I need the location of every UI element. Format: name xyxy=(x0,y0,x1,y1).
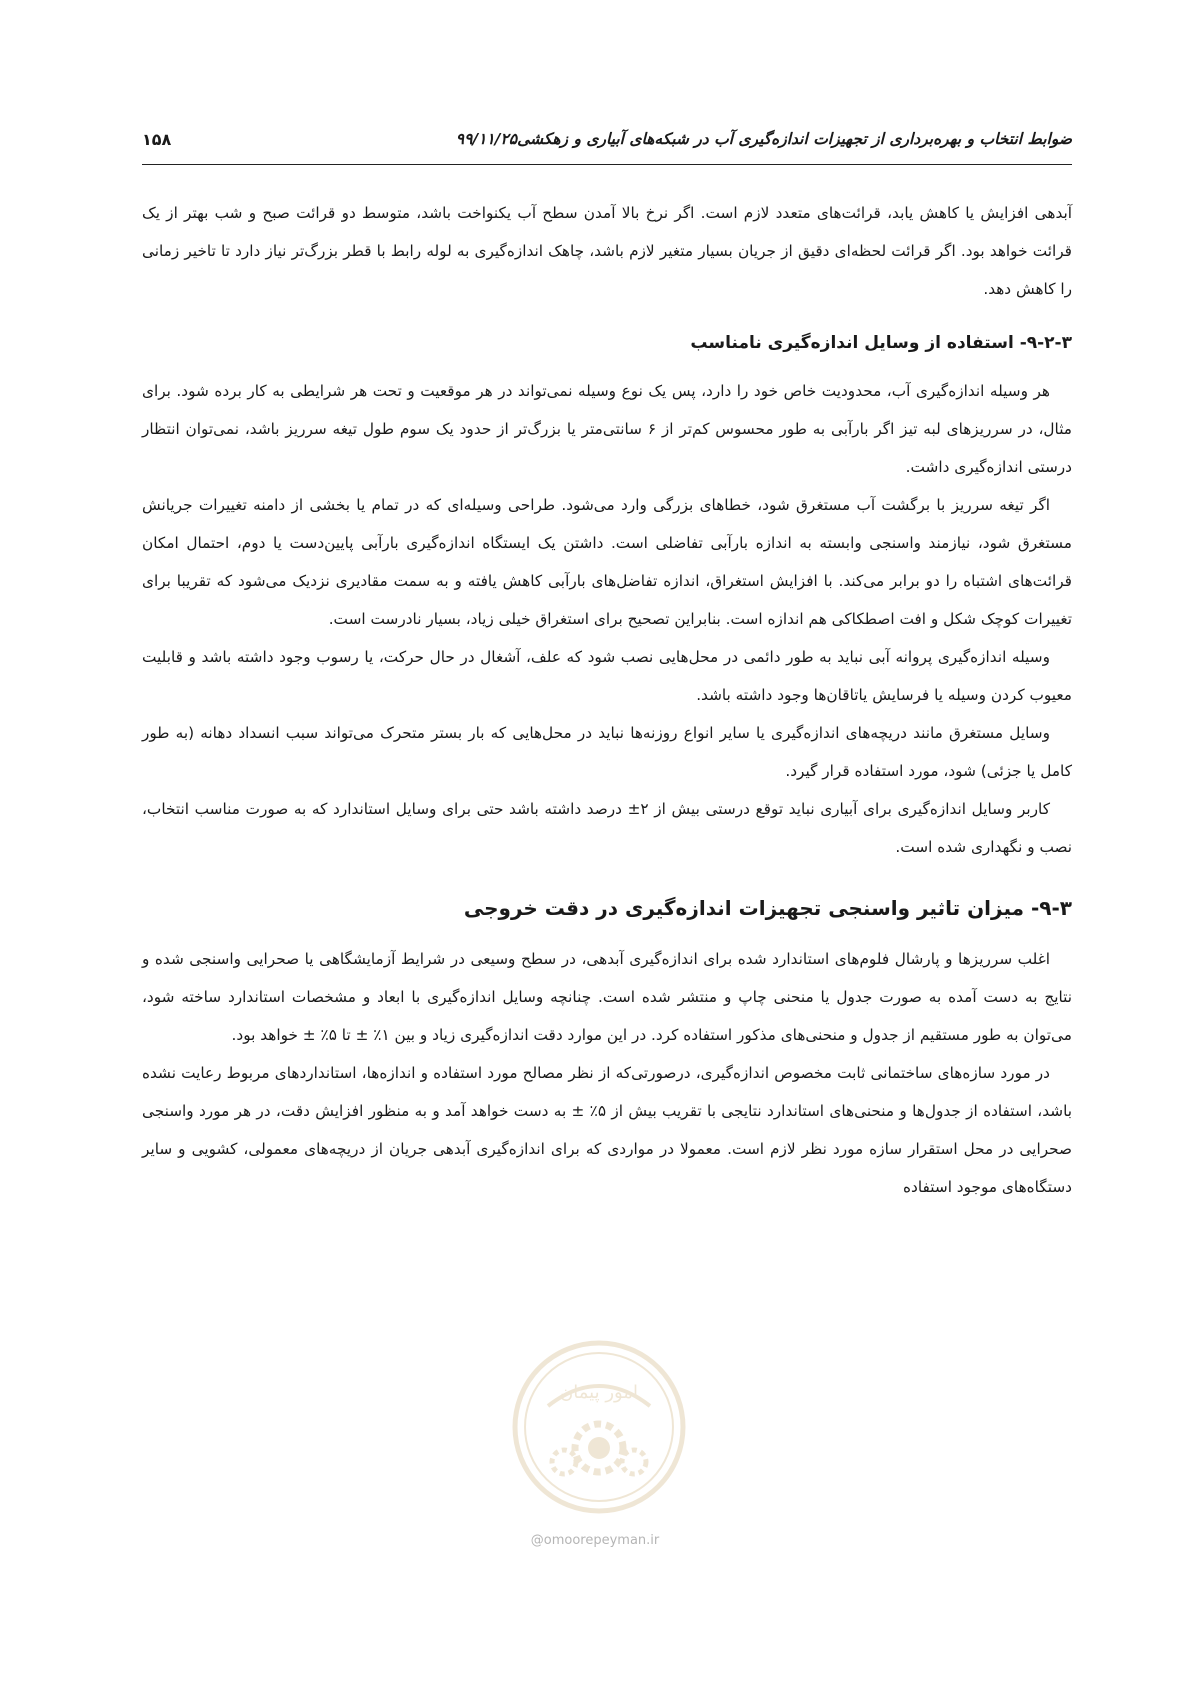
watermark-logo-text: امور پیمان xyxy=(560,1382,638,1403)
section-heading-9-2-3: ۹-۲-۳- استفاده از وسایل اندازه‌گیری نامناسب xyxy=(690,333,1072,353)
header-divider xyxy=(142,164,1072,165)
running-title xyxy=(442,130,1072,148)
document-date: ۹۹/۱۱/۲۵ xyxy=(455,130,518,148)
paragraph-continuation: آبدهی افزایش یا کاهش یابد، قرائت‌های متعدد لازم است. اگر نرخ بالا آمدن سطح آب یکنواخت باشد، متوسط دو قرائت صبح و شب بهتر از یک قرائت خواهد بود. اگر قرائت لحظه‌ای دقیق از جریان بسیار متغیر لازم باشد، چاهک اندازه‌گیری به لوله رابط با قطر بزرگ‌تر نیاز دارد تا تاخیر زمانی را کاهش دهد. xyxy=(142,204,1072,298)
document-title: ضوابط انتخاب و بهره‌برداری از تجهیزات اندازه‌گیری آب در شبکه‌های آبیاری و زهکشی xyxy=(517,130,1072,148)
watermark-url: @omoorepeyman.ir xyxy=(530,1533,660,1548)
page-number: ۱۵۸ xyxy=(142,130,172,149)
paragraph: وسایل مستغرق مانند دریچه‌های اندازه‌گیری یا سایر انواع روزنه‌ها نباید در محل‌هایی که بار بستر متحرک می‌تواند سبب انسداد دهانه (به طور کامل یا جزئی) شود، مورد استفاده قرار گیرد. xyxy=(142,724,1072,780)
paragraph: هر وسیله اندازه‌گیری آب، محدودیت خاص خود را دارد، پس یک نوع وسیله نمی‌تواند در هر موقعیت و تحت هر شرایطی به کار برده شود. برای مثال، در سرریزهای لبه تیز اگر بارآبی به طور محسوس کم‌تر از ۶ سانتی‌متر یا بزرگ‌تر از حدود یک سوم طول تیغه سرریز باشد، نمی‌توان انتظار درستی اندازه‌گیری داشت. xyxy=(142,382,1072,476)
paragraph: اگر تیغه سرریز با برگشت آب مستغرق شود، خطاهای بزرگی وارد می‌شود. طراحی وسیله‌ای که در تمام یا بخشی از دامنه تغییرات جریانش مستغرق شود، نیازمند واسنجی وابسته به اندازه بارآبی تفاضلی است. داشتن یک ایستگاه اندازه‌گیری بارآبی پایین‌دست یا دوم، احتمال امکان قرائت‌های اشتباه را دو برابر می‌کند. با افزایش استغراق، اندازه تفاضل‌های بارآبی کاهش یافته و به سمت مقادیری نزدیک می‌شود که تقریبا برای تغییرات کوچک شکل و افت اصطکاکی هم اندازه است. بنابراین تصحیح برای استغراق خیلی زیاد، بسیار نادرست است. xyxy=(142,496,1072,628)
section-heading-9-3: ۹-۳- میزان تاثیر واسنجی تجهیزات اندازه‌گیری در دقت خروجی xyxy=(463,896,1072,920)
page-header xyxy=(142,126,1072,170)
paragraph: وسیله اندازه‌گیری پروانه آبی نباید به طور دائمی در محل‌هایی نصب شود که علف، آشغال در حال حرکت، یا رسوب وجود داشته باشد و قابلیت معیوب کردن وسیله یا فرسایش یاتاقان‌ها وجود داشته باشد. xyxy=(142,648,1072,704)
paragraph: در مورد سازه‌های ساختمانی ثابت مخصوص اندازه‌گیری، درصورتی‌که از نظر مصالح مورد استفاده و اندازه‌ها، استانداردهای مربوط رعایت نشده باشد، استفاده از جدول‌ها و منحنی‌های استاندارد نتایجی با تقریب بیش از ۵٪ ± به دست خواهد آمد و به منظور افزایش دقت، در هر مورد واسنجی صحرایی در محل استقرار سازه مورد نظر لازم است. معمولا در مواردی که برای اندازه‌گیری آبدهی جریان از دریچه‌های معمولی، کشویی و سایر دستگاه‌های موجود استفاده xyxy=(142,1064,1072,1196)
paragraph: اغلب سرریزها و پارشال فلوم‌های استاندارد شده برای اندازه‌گیری آبدهی، در سطح وسیعی در شرایط آزمایشگاهی یا صحرایی واسنجی شده و نتایج به دست آمده به صورت جدول یا منحنی چاپ و منتشر شده است. چنانچه وسایل اندازه‌گیری با ابعاد و مشخصات استاندارد ساخته شود، می‌توان به طور مستقیم از جدول و منحنی‌های مذکور استفاده کرد. در این موارد دقت اندازه‌گیری زیاد و بین ۱٪ ± تا ۵٪ ± خواهد بود. xyxy=(142,950,1072,1044)
watermark-seal-logo xyxy=(508,1336,690,1518)
paragraph: کاربر وسایل اندازه‌گیری برای آبیاری نباید توقع درستی بیش از ۲± درصد داشته باشد حتی برای وسایل استاندارد که به صورت مناسب انتخاب، نصب و نگهداری شده است. xyxy=(142,800,1072,856)
page-body xyxy=(142,194,1072,1206)
